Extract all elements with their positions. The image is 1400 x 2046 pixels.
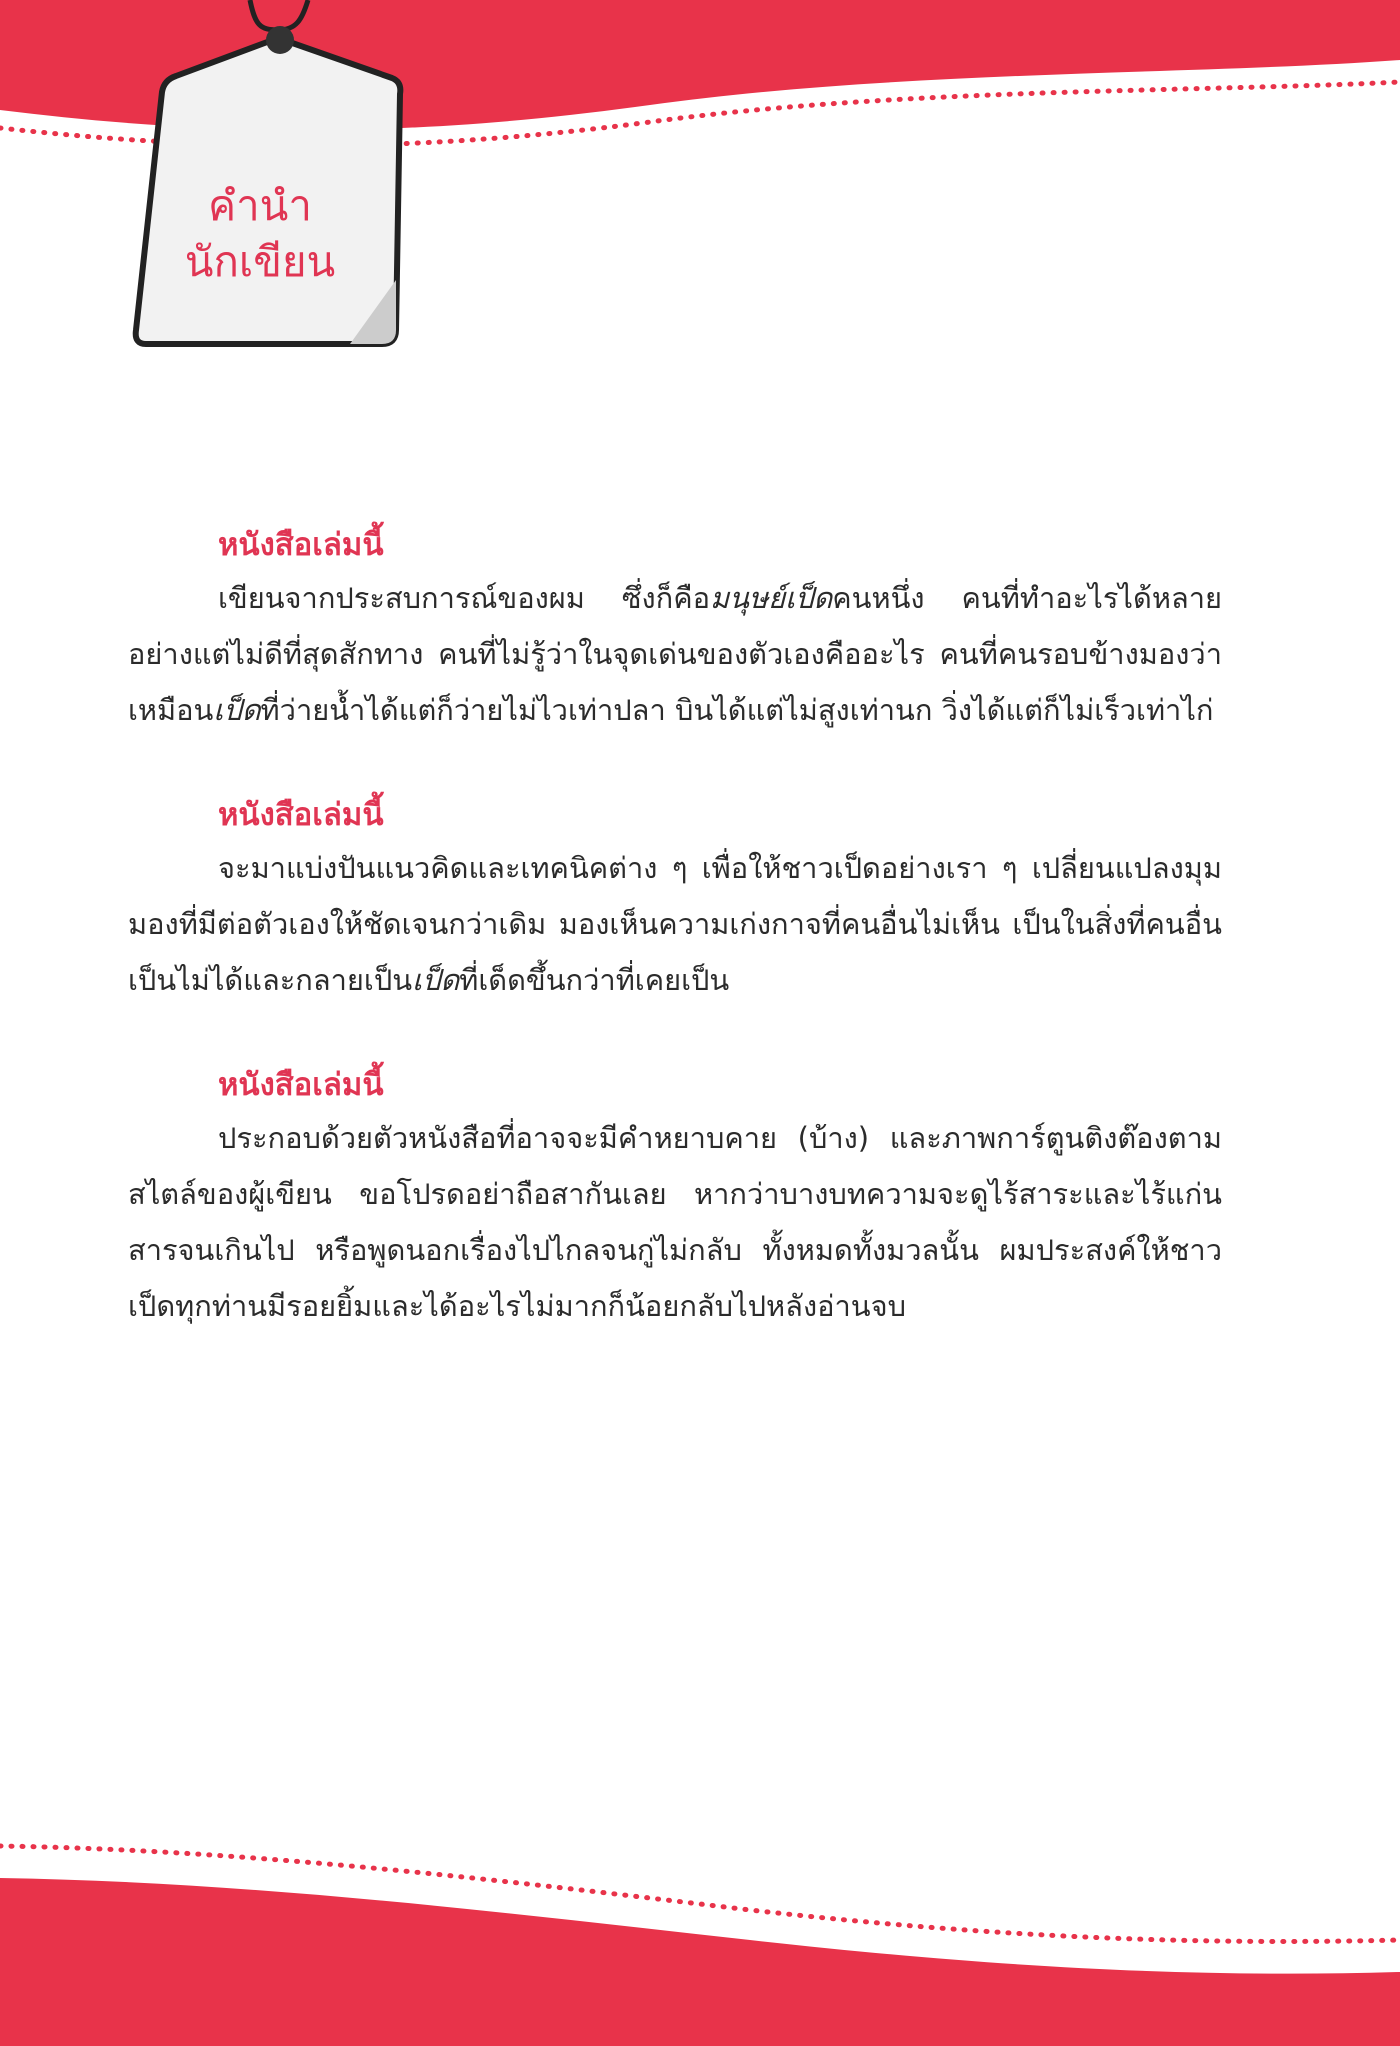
section-paragraph xyxy=(128,1110,1222,1334)
section-paragraph xyxy=(128,570,1222,738)
tag-string xyxy=(250,0,308,30)
section-heading: หนังสือเล่มนี้ xyxy=(218,1067,384,1103)
paragraph-text: เขียนจากประสบการณ์ของผม ซึ่งก็คือ xyxy=(218,581,711,615)
paragraph-text: ที่ว่ายน้ำได้แต่ก็ว่ายไม่ไวเท่าปลา บินได้แต่ไม่สูงเท่านก วิ่งได้แต่ก็ไม่เร็วเท่าไก่ xyxy=(260,693,1214,727)
paragraph-text-italic: มนุษย์เป็ด xyxy=(710,581,833,615)
paragraph-text: จะมาแบ่งปันแนวคิดและเทคนิคต่าง ๆ เพื่อให้ชาวเป็ดอย่างเรา ๆ เปลี่ยนแปลงมุมมองที่มีต่อตัวเองให้ชัดเจนกว่าเดิม มองเห็นความเก่งกาจที่คนอื่นไม่เห็น เป็นในสิ่งที่คนอื่นเป็นไม่ได้และกลายเป็น xyxy=(128,851,1222,997)
section-paragraph xyxy=(128,840,1222,1008)
tag-title-line-2: นักเขียน xyxy=(184,237,336,286)
paragraph-text: ประกอบด้วยตัวหนังสือที่อาจจะมีคำหยาบคาย (บ้าง) และภาพการ์ตูนติงต๊องตามสไตล์ของผู้เขียน ขอโปรดอย่าถือสากันเลย หากว่าบางบทความจะดูไร้สาระและไร้แก่นสารจนเกินไป หรือพูดนอกเรื่องไปไกลจนกู่ไม่กลับ ทั้งหมดทั้งมวลนั้น ผมประสงค์ให้ชาวเป็ดทุกท่านมีรอยยิ้มและได้อะไรไม่มากก็น้อยกลับไปหลังอ่านจบ xyxy=(128,1121,1222,1323)
tag-hole xyxy=(266,26,294,54)
tag-title-line-1: คำนำ xyxy=(208,181,312,230)
section-2 xyxy=(128,790,1222,1008)
paragraph-text-italic: เป็ด xyxy=(213,693,261,727)
paragraph-text-italic: เป็ด xyxy=(412,963,460,997)
bottom-wave-banner xyxy=(0,1820,1400,2046)
tag-title xyxy=(140,178,380,290)
paragraph-text: คนหนึ่ง คนที่ทำอะไรได้หลายอย่างแต่ไม่ดีที่สุดสักทาง คนที่ไม่รู้ว่าในจุดเด่นของตัวเองคืออะไร คนที่คนรอบข้างมองว่าเหมือน xyxy=(128,581,1222,727)
section-heading: หนังสือเล่มนี้ xyxy=(218,797,384,833)
section-1 xyxy=(128,520,1222,738)
section-3 xyxy=(128,1060,1222,1334)
section-heading: หนังสือเล่มนี้ xyxy=(218,527,384,563)
foreword-content xyxy=(128,520,1222,1386)
paragraph-text: ที่เด็ดขึ้นกว่าที่เคยเป็น xyxy=(459,963,730,997)
